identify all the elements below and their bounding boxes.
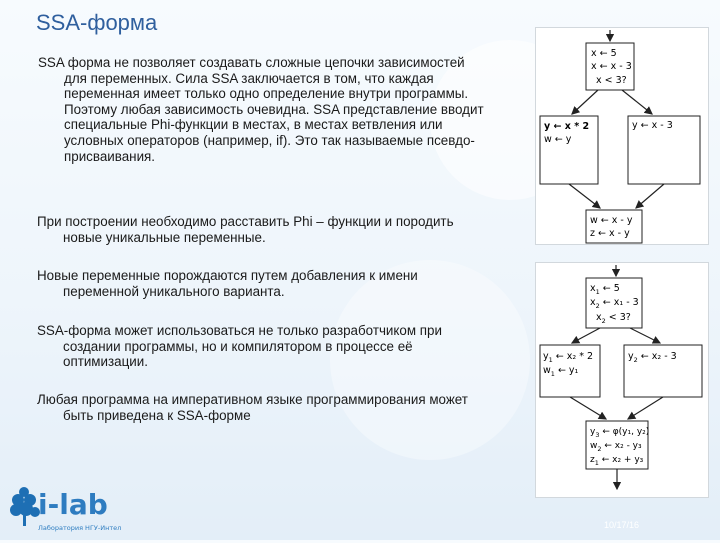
cfg-diagram-ssa <box>535 262 709 498</box>
logo-subtitle: Лаборатория НГУ-Интел <box>38 524 122 532</box>
ssa-merge-line-1: $y_3$ ← φ(y₁, y₂) <box>590 427 650 439</box>
paragraph-2: При построении необходимо расставить Phi – функции и породить новые уникальные переменные. <box>37 214 454 245</box>
paragraph-1: SSA форма не позволяет создавать сложные цепочки зависимостей для переменных. Сила SSA заключается в том, что каждая переменная имеет только одно определение внутри программы. Поэтому любая зависимость очевидна. SSA представление вводит специальные Phi-функции в местах, в местах ветвления или условных операторов (например, if). Это так называемые псевдо-присваивания. <box>38 55 484 164</box>
ilab-logo <box>10 482 130 538</box>
right-line-1: y ← x - 3 <box>632 120 673 131</box>
paragraph-3: Новые переменные порождаются путем добавления к имени переменной уникального варианта. <box>37 268 418 299</box>
ssa-entry-line-2: $x_2$ ← x₁ - 3 <box>590 297 639 310</box>
ssa-left-line-1: $y_1$ ← x₂ * 2 <box>543 351 594 364</box>
left-line-2: w ← y <box>544 134 572 145</box>
paragraph-4: SSA-форма может использоваться не только разработчиком при создании программы, но и компилятором в процессе её оптимизации. <box>37 323 442 370</box>
logo-text: i-lab <box>38 488 108 521</box>
cfg-original-svg <box>536 28 708 244</box>
entry-line-2: x ← x - 3 <box>591 61 632 72</box>
ssa-entry-line-3: $x_2 < 3$? <box>596 312 631 325</box>
ssa-entry-line-1: $x_1$ ← 5 <box>590 283 620 296</box>
entry-line-1: x ← 5 <box>591 48 617 59</box>
edge-right <box>622 90 652 114</box>
slide-title: SSA-форма <box>36 10 158 35</box>
ssa-merge-line-2: $w_2$ ← x₂ - y₃ <box>590 441 642 453</box>
paragraph-5: Любая программа на императивном языке программирования может быть приведена к SSA-форме <box>37 392 468 423</box>
ssa-edge-right-merge <box>628 397 663 419</box>
tree-icon <box>10 487 40 526</box>
cfg-diagram-original <box>535 27 709 245</box>
merge-line-1: w ← x - y <box>590 215 633 226</box>
ilab-logo-svg <box>10 482 130 538</box>
edge-left <box>572 90 598 114</box>
cfg-ssa-svg <box>536 263 708 497</box>
ssa-edge-left-merge <box>570 397 606 419</box>
date-stamp: 10/17/16 <box>604 520 640 530</box>
entry-line-3: x < 3? <box>596 75 627 86</box>
ssa-right-line-1: $y_2$ ← x₂ - 3 <box>628 351 677 364</box>
ssa-edge-right <box>630 328 660 343</box>
left-line-1: y ← x * 2 <box>544 121 590 132</box>
merge-line-2: z ← x - y <box>590 228 630 239</box>
ssa-edge-left <box>572 328 600 343</box>
ssa-left-line-2: $w_1$ ← y₁ <box>543 365 579 378</box>
ssa-merge-line-3: $z_1$ ← x₂ + y₃ <box>590 455 644 467</box>
edge-right-merge <box>636 184 664 208</box>
edge-left-merge <box>569 184 600 208</box>
